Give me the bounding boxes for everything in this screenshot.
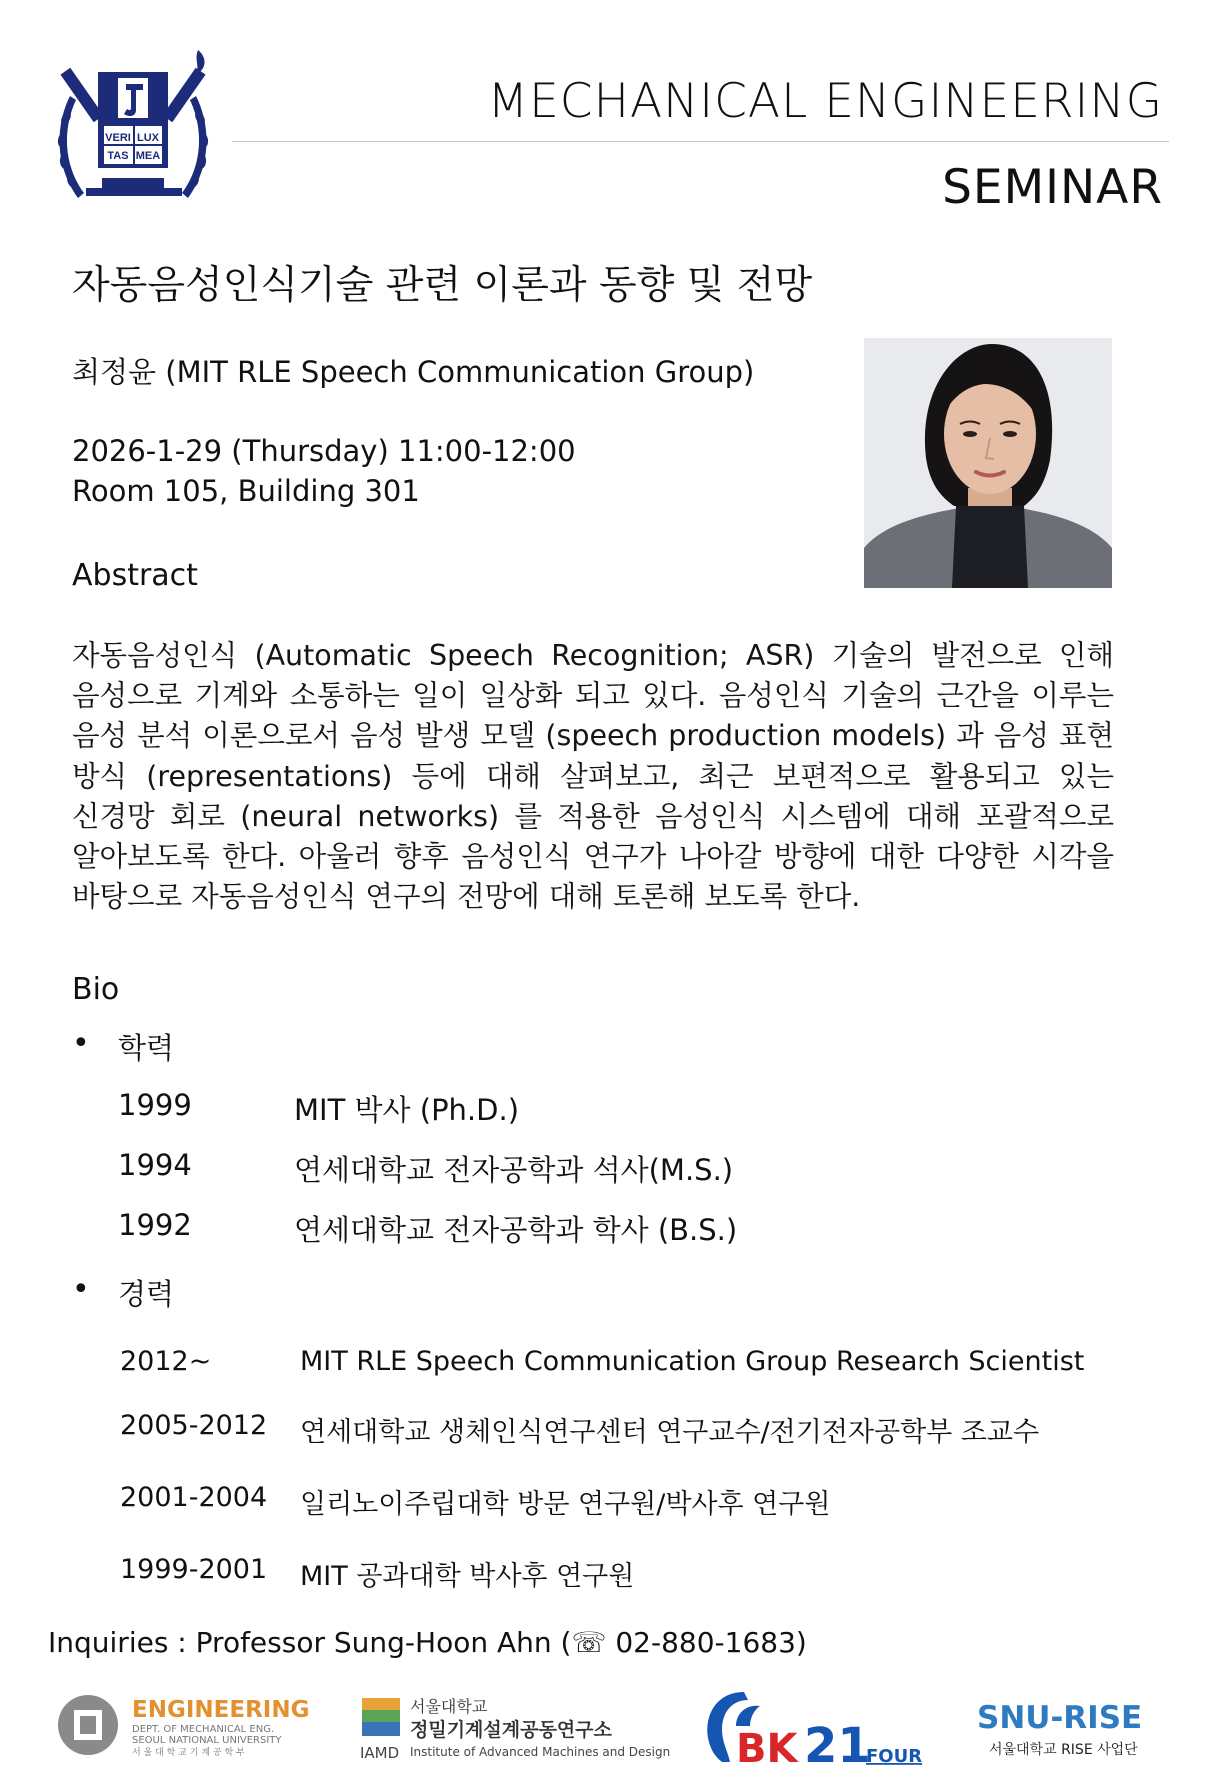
talk-title: 자동음성인식기술 관련 이론과 동향 및 전망: [72, 263, 813, 308]
career-desc: 연세대학교 생체인식연구센터 연구교수/전기전자공학부 조교수: [300, 1417, 1040, 1448]
speaker-name: 최정윤 (MIT RLE Speech Communication Group): [72, 355, 755, 389]
seal-text-mea: MEA: [135, 150, 161, 162]
snu-seal-logo: [48, 48, 218, 218]
abstract-heading: Abstract: [72, 558, 198, 593]
eng-logo-title: ENGINEERING: [132, 1697, 310, 1723]
education-label: 학력: [118, 1031, 175, 1065]
iamd-logo-line2: 정밀기계설계공동연구소: [410, 1719, 612, 1741]
header-title-line2: SEMINAR: [942, 160, 1163, 215]
bio-heading: Bio: [72, 972, 120, 1007]
career-desc: 일리노이주립대학 방문 연구원/박사후 연구원: [300, 1489, 831, 1520]
career-year: 2012~: [120, 1346, 212, 1377]
education-desc: 연세대학교 전자공학과 학사 (B.S.): [294, 1213, 738, 1247]
header-divider: [232, 141, 1169, 142]
header-title-line1: MECHANICAL ENGINEERING: [487, 74, 1163, 129]
seal-text-tas: TAS: [107, 150, 129, 162]
talk-datetime: 2026-1-29 (Thursday) 11:00-12:00: [72, 434, 576, 468]
education-bullet: •: [72, 1026, 90, 1061]
snu-rise-logo: [975, 1694, 1155, 1760]
seal-text-lux: LUX: [137, 132, 159, 144]
eng-logo-line2: SEOUL NATIONAL UNIVERSITY: [132, 1735, 282, 1746]
seal-text-veri: VERI: [105, 132, 131, 144]
bk21-logo-four: FOUR: [866, 1746, 923, 1767]
iamd-logo-line1: 서울대학교: [410, 1697, 488, 1716]
education-desc: MIT 박사 (Ph.D.): [294, 1093, 520, 1127]
education-year: 1994: [118, 1148, 192, 1182]
education-year: 1999: [118, 1088, 192, 1122]
snurise-logo-sub: 서울대학교 RISE 사업단: [989, 1742, 1138, 1758]
inquiries-line: [48, 1626, 807, 1659]
career-desc: MIT RLE Speech Communication Group Research Scientist: [300, 1346, 1085, 1377]
talk-room: Room 105, Building 301: [72, 474, 420, 508]
iamd-logo-abbr: IAMD: [360, 1744, 400, 1762]
bk21-four-logo: [700, 1686, 923, 1774]
iamd-logo: [360, 1692, 671, 1762]
inquiries-contact: Professor Sung-Hoon Ahn (☏ 02-880-1683): [195, 1626, 807, 1659]
career-year: 1999-2001: [120, 1554, 268, 1585]
career-desc: MIT 공과대학 박사후 연구원: [300, 1561, 635, 1592]
inquiries-label: Inquiries :: [48, 1626, 187, 1659]
education-desc: 연세대학교 전자공학과 석사(M.S.): [294, 1153, 734, 1187]
bk21-logo-num: 21: [804, 1718, 871, 1774]
snu-mechanical-engineering-logo: [56, 1690, 311, 1760]
abstract-body: 자동음성인식 (Automatic Speech Recognition; ASR) 기술의 발전으로 인해 음성으로 기계와 소통하는 일이 일상화 되고 있다. 음성인식 기술의 근간을 이루는 음성 분석 이론으로서 음성 발생 모델 (speech production models) 과 음성 표현 방식 (representations) 등에 대해 살펴보고, 최근 보편적으로 활용되고 있는 신경망 회로 (neural networks) 를 적용한 음성인식 시스템에 대해 포괄적으로 알아보도록 한다. 아울러 향후 음성인식 연구가 나아갈 방향에 대한 다양한 시각을 바탕으로 자동음성인식 연구의 전망에 대해 토론해 보도록 한다.: [72, 639, 1114, 914]
speaker-photo: [864, 338, 1112, 588]
career-bullet: •: [72, 1272, 90, 1307]
career-year: 2001-2004: [120, 1482, 268, 1513]
eng-logo-line3: 서 울 대 학 교 기 계 공 학 부: [132, 1748, 245, 1758]
snurise-logo-title: SNU-RISE: [977, 1700, 1143, 1736]
career-year: 2005-2012: [120, 1410, 268, 1441]
career-label: 경력: [118, 1277, 175, 1311]
eng-logo-line1: DEPT. OF MECHANICAL ENG.: [132, 1724, 275, 1735]
bk21-logo-bk: BK: [736, 1726, 798, 1772]
education-year: 1992: [118, 1208, 192, 1242]
iamd-logo-line3: Institute of Advanced Machines and Design: [410, 1745, 671, 1759]
